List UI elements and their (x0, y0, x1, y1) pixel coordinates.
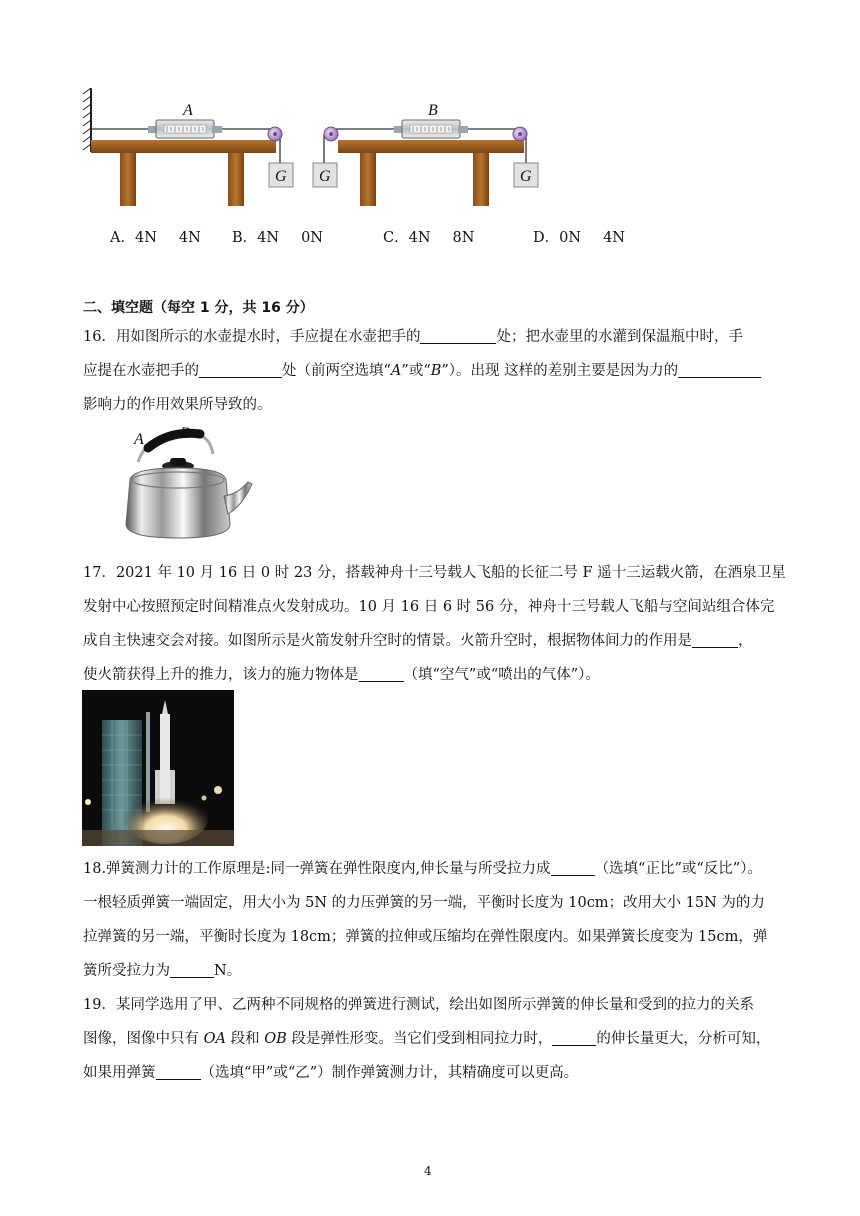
svg-text:G: G (319, 168, 331, 185)
svg-text:G: G (520, 168, 532, 185)
page-number: 4 (424, 1164, 432, 1178)
spring-scale-b (394, 120, 468, 138)
rocket-launch-photo (82, 690, 234, 846)
table-b (338, 140, 524, 206)
question-18: 18.弹簧测力计的工作原理是:同一弹簧在弹性限度内,伸长量与所受拉力成 （选填“正比”或“反比”）。 一根轻质弹簧一端固定，用大小为 5N 的力压弹簧的另一端，平衡时长度为 10cm；改用大小 15N 为的力 拉弹簧的另一端，平衡时长度为 18cm；弹簧的拉伸或压缩均在弹性限度内。如果弹簧长度变为 15cm，弹 簧所受拉力为 N。 (83, 861, 768, 979)
option-c: C．4N 8N (383, 230, 475, 246)
section-title: 二、填空题（每空 1 分，共 16 分） (83, 300, 314, 316)
spring-scale-figure (80, 88, 560, 210)
kettle-label-a: A (134, 431, 144, 448)
question-16: 16．用如图所示的水壶提水时，手应提在水壶把手的 处；把水壶里的水灌到保温瓶中时，手 应提在水壶把手的 处（前两空选填“A”或“B”）。出现 这样的差别主要是因为力的 影响力的作用效果所导致的。 (83, 320, 783, 422)
kettle-label-b: B (180, 425, 190, 442)
option-d: D．0N 4N (533, 230, 625, 246)
wall (83, 88, 91, 152)
spring-scale-a (148, 120, 222, 138)
weight-b-left (313, 163, 337, 187)
kettle-figure (118, 424, 258, 546)
table-a (91, 140, 276, 206)
weight-a (269, 163, 293, 187)
option-b: B．4N 0N (232, 230, 323, 246)
option-a: A．4N 4N (110, 230, 201, 246)
question-17: 17．2021 年 10 月 16 日 0 时 23 分，搭载神舟十三号载人飞船的长征二号 F 遥十三运载火箭，在酒泉卫星 发射中心按照预定时间精准点火发射成功。10 月 16 日 6 时 56 分，神舟十三号载人飞船与空间站组合体完 成自主快速交会对接。如图所示是火箭发射升空时的情景。火箭升空时，根据物体间力的作用是 ， 使火箭获得上升的推力，该力的施力物体是 （填“空气”或“喷出的气体”）。 (83, 565, 786, 683)
weight-b-right (514, 163, 538, 187)
kettle-handle (148, 433, 200, 448)
scale-a-label: A (183, 102, 193, 119)
question-19: 19．某同学选用了甲、乙两种不同规格的弹簧进行测试，绘出如图所示弹簧的伸长量和受到的拉力的关系 图像，图像中只有 OA 段和 OB 段是弹性形变。当它们受到相同拉力时， 的伸长量更大，分析可知， 如果用弹簧 （选填“甲”或“乙”）制作弹簧测力计，其精确度可以更高。 (83, 997, 771, 1081)
scale-b-label: B (428, 102, 438, 119)
svg-text:G: G (275, 168, 287, 185)
